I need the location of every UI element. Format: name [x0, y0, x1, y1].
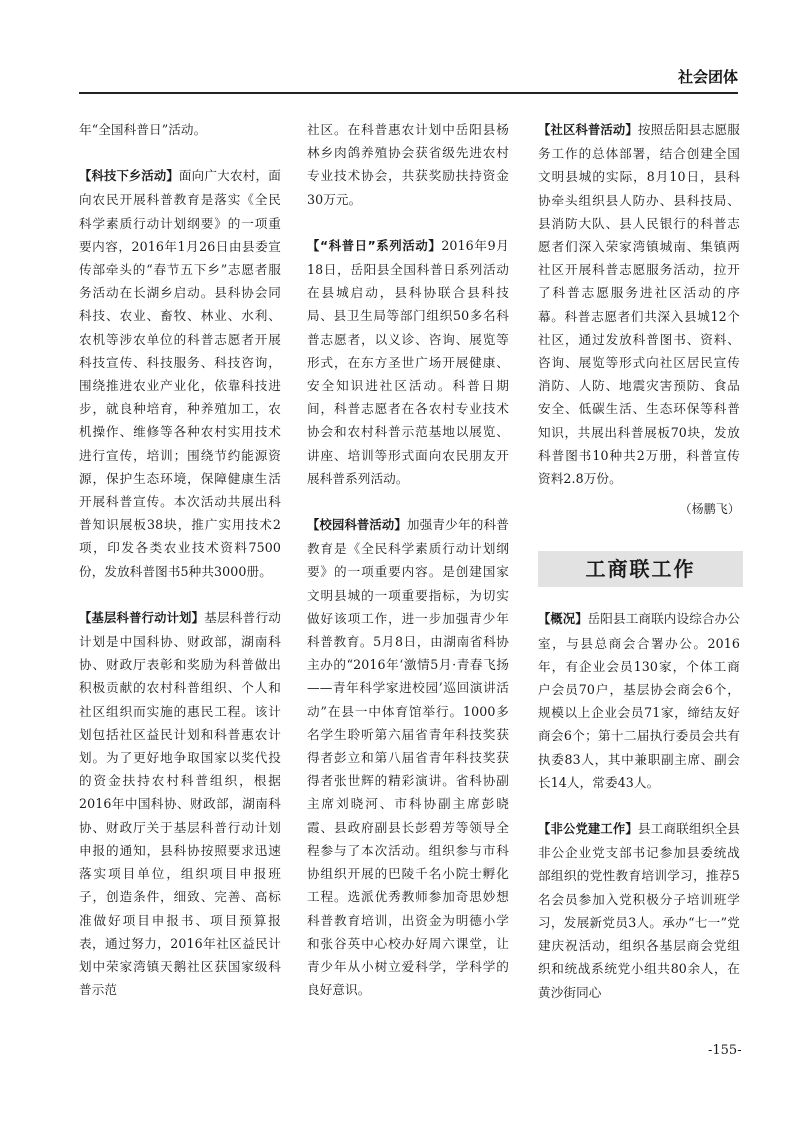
- column-1: [79, 118, 281, 1024]
- paragraph-text: 年“全国科普日”活动。: [79, 122, 207, 137]
- paragraph-overview: [538, 607, 740, 794]
- paragraph-party-building: [538, 817, 740, 1004]
- paragraph-tech-to-countryside: [79, 164, 281, 583]
- paragraph-text: 面向广大农村，面向农民开展科普教育是落实《全民科学素质行动计划纲要》的一项重要内容，2016年1月26日由县委宣传部牵头的“春节五下乡”志愿者服务活动在长湖乡启动。县科协会同科技、农业、畜牧、林业、水利、农机等涉农单位的科普志愿者开展科技宣传、科技服务、科技咨询，围绕推进农业产业化，依靠科技进步，就良种培育，种养殖加工，农机操作、维修等各种农村实用技术进行宣传，培训；围绕节约能源资源，保护生态环境，保障健康生活开展科普宣传。本次活动共展出科普知识展板38块，推广实用技术2项，印发各类农业技术资料7500份，发放科普图书5种共3000册。: [79, 168, 281, 579]
- section-banner: 工商联工作: [538, 551, 743, 587]
- paragraph-heading: 【概况】: [538, 612, 588, 627]
- paragraph-text: 2016年9月18日，岳阳县全国科普日系列活动在县城启动，县科协联合县科技局、县卫生局等部门组织50多名科普志愿者，以义诊、咨询、展览等形式，在东方圣世广场开展健康、安全知识进社区活动。科普日期间，科普志愿者在各农村专业技术协会和农村科普示范基地以展览、讲座、培训等形式面向农民朋友开展科普系列活动。: [307, 237, 510, 486]
- paragraph-text: 加强青少年的科普教育是《全民科学素质行动计划纲要》的一项重要内容。是创建国家文明县城的一项重要指标，为切实做好该项工作，进一步加强青少年科普教育。5月8日，由湖南省科协主办的“2016年‘激情5月·青春飞扬——青年科学家进校园’巡回演讲活动”在县一中体育馆举行。1000多名学生聆听第六届省青年科技奖获得者彭立和第八届省青年科技奖获得者张世辉的精彩演讲。省科协副主席刘晓河、市科协副主席彭晓霞、县政府副县长彭碧芳等领导全程参与了本次活动。组织参与市科协组织开展的巴陵千名小院士孵化工程。选派优秀教师参加奇思妙想科普教育培训，出资金为明德小学和张谷英中心校办好周六课堂，让青少年从小树立爱科学，学科学的良好意识。: [307, 517, 509, 998]
- paragraph-grassroots-plan: [79, 606, 281, 1001]
- paragraph-heading: 【科技下乡活动】: [79, 169, 179, 184]
- paragraph-text: 按照岳阳县志愿服务工作的总体部署，结合创建全国文明县城的实际，8月10日，县科协牵头组织县人防办、县科技局、县消防大队、县人民银行的科普志愿者们深入荣家湾镇城南、集镇两社区开展科普志愿服务活动，拉开了科普志愿服务进社区活动的序幕。科普志愿者们共深入县城12个社区，通过发放科普图书、资料、咨询、展览等形式向社区居民宣传消防、人防、地震灾害预防、食品安全、低碳生活、生态环保等科普知识，共展出科普展板70块，发放科普图书10种共2万册，科普宣传资料2.8万份。: [538, 122, 740, 487]
- paragraph-text: 社区。在科普惠农计划中岳阳县杨林乡肉鸽养殖协会获省级先进农村专业技术协会，共获奖励扶持资金30万元。: [307, 122, 509, 207]
- paragraph-heading: 【社区科普活动】: [538, 123, 638, 137]
- paragraph-community-science: [538, 118, 740, 490]
- author-signature: （杨鹏飞）: [679, 502, 740, 517]
- paragraph-heading: 【校园科普活动】: [307, 518, 407, 533]
- paragraph-heading: 【基层科普行动计划】: [79, 610, 205, 625]
- section-title: 社会团体: [677, 68, 738, 86]
- paragraph-campus-science: [307, 513, 509, 1001]
- paragraph-heading: 【非公党建工作】: [538, 822, 638, 837]
- column-3: [538, 118, 740, 1027]
- paragraph-heading: 【“科普日”系列活动】: [307, 238, 442, 253]
- paragraph-text: 县工商联组织全县非公企业党支部书记参加县委统战部组织的党性教育培训学习，推荐5名会员参加入党积极分子培训班学习，发展新党员3人。承办“七一”党建庆祝活动，组织各基层商会党组织和统战系统党小组共80余人，在黄沙街同心: [538, 821, 740, 1000]
- paragraph-text: 岳阳县工商联内设综合办公室，与县总商会合署办公。2016年，有企业会员130家，个体工商户会员70户，基层协会商会6个，规模以上企业会员71家，缔结友好商会6个；第十二届执行委员会共有执委83人，其中兼职副主席、副会长14人，常委43人。: [538, 611, 740, 790]
- page-number: -155-: [708, 1043, 742, 1058]
- paragraph: [307, 118, 509, 211]
- paragraph-text: 基层科普行动计划是中国科协、财政部，湖南科协、财政厅表彰和奖励为科普做出积极贡献的农村科普组织、个人和社区组织而实施的惠民工程。该计划包括社区益民计划和科普惠农计划。为了更好地争取国家以奖代投的资金扶持农村科普组织，根据2016年中国科协、财政部，湖南科协、财政厅关于基层科普行动计划申报的通知，县科协按照要求迅速落实项目单位，组织项目申报班子，创造条件，细致、完善、高标准做好项目申报书、项目预算报表，通过努力，2016年社区益民计划中荣家湾镇天鹅社区获国家级科普示范: [79, 609, 281, 998]
- paragraph: [79, 118, 281, 141]
- paragraph-science-day: [307, 234, 509, 490]
- header-rule: [79, 92, 738, 94]
- column-2: [307, 118, 509, 1024]
